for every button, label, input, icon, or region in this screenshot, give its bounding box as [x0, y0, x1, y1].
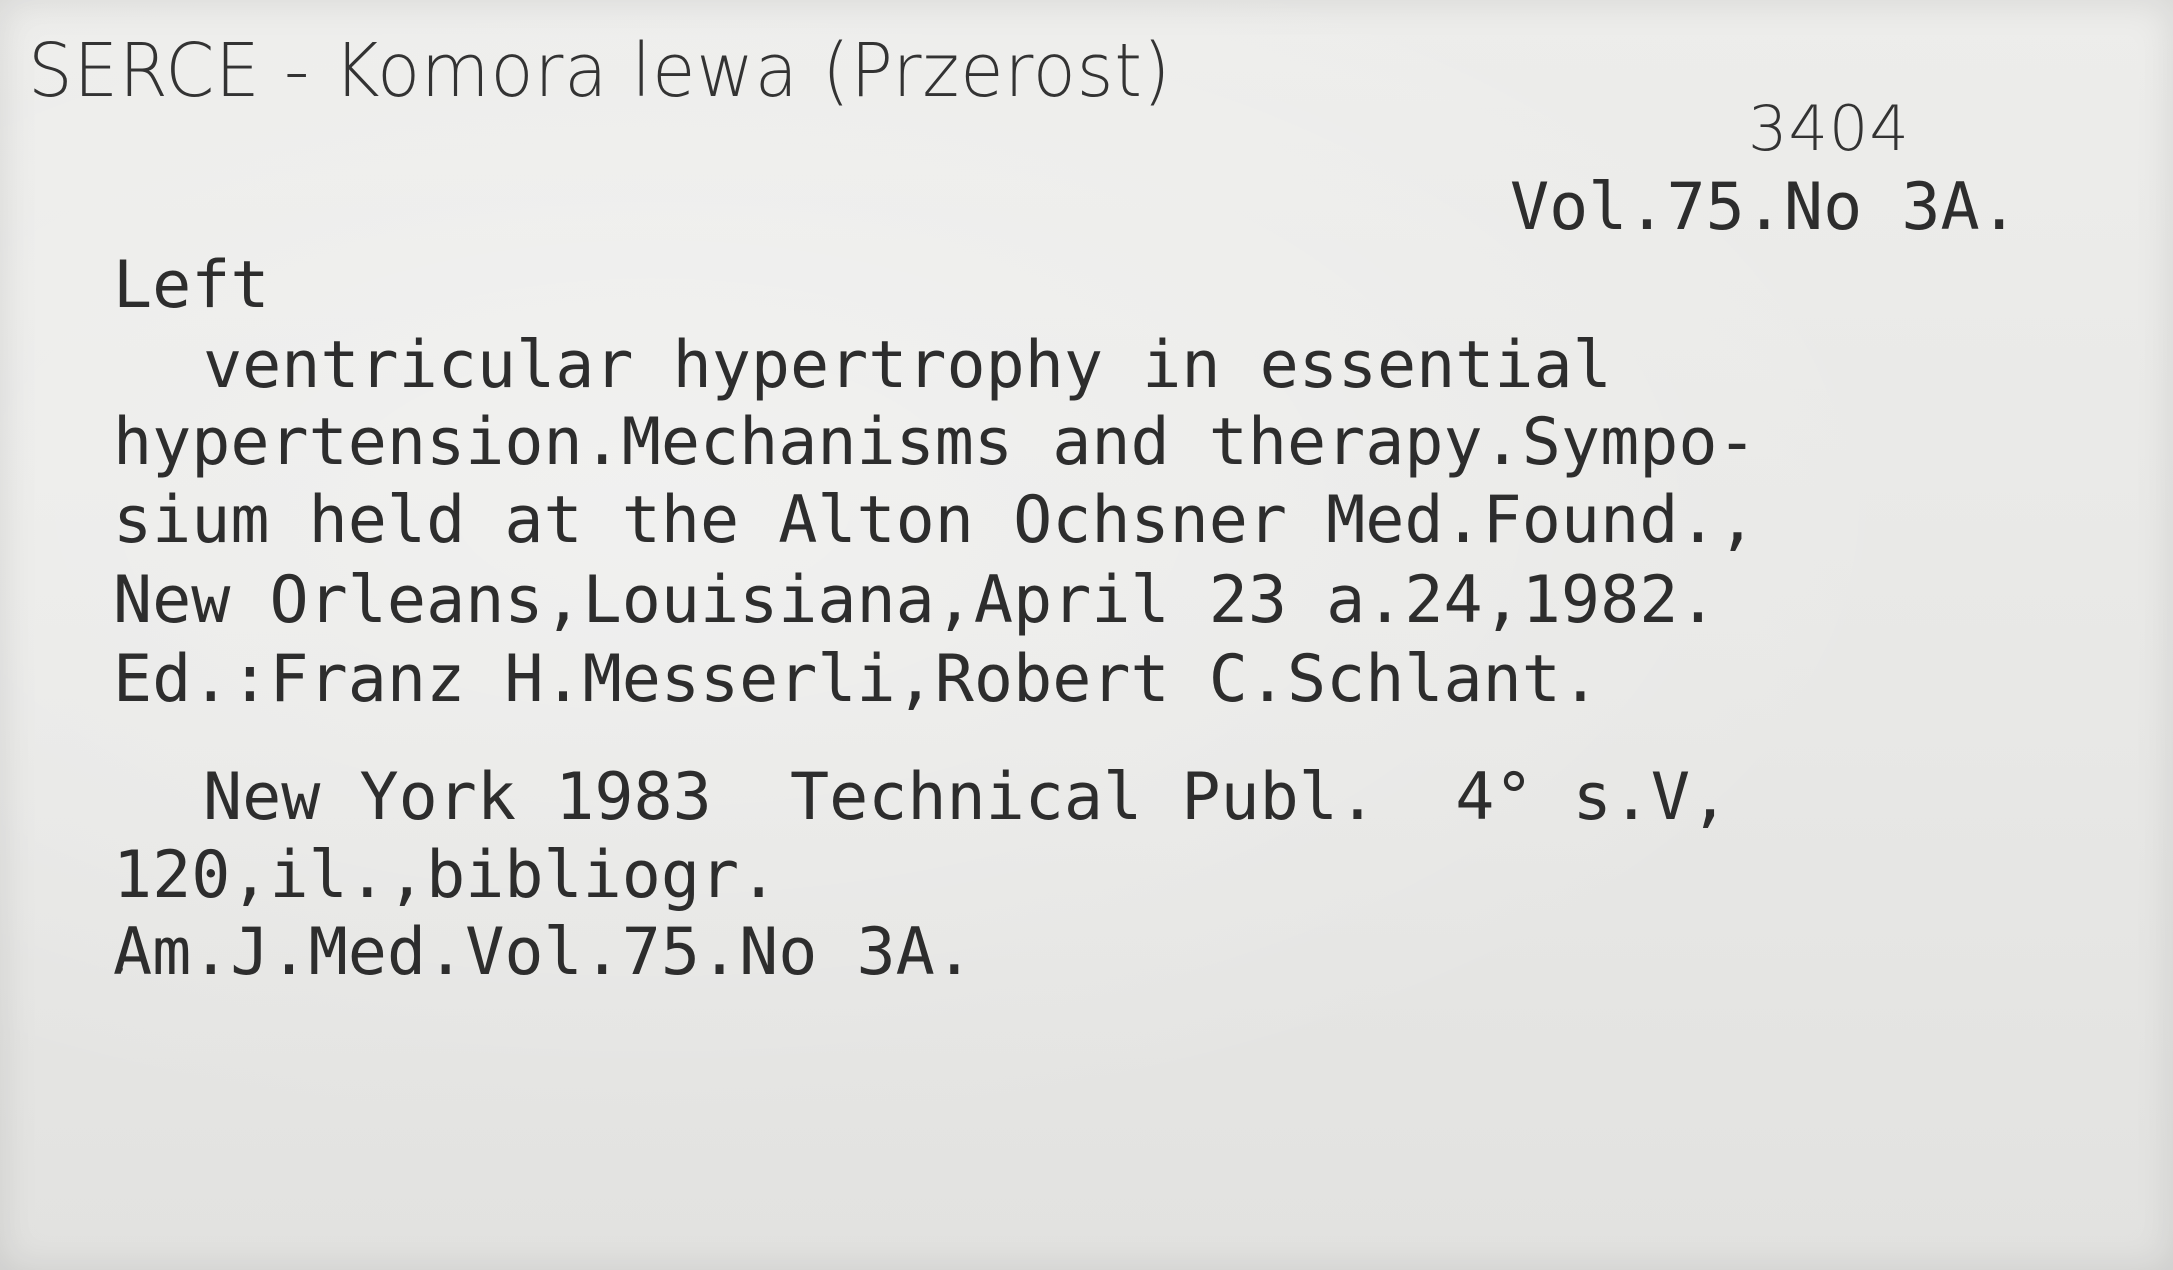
imprint-line: New York 1983 Technical Publ. 4° s.V, — [203, 760, 1730, 835]
title-line: sium held at the Alton Ochsner Med.Found., — [113, 483, 1757, 558]
title-line: hypertension.Mechanisms and therapy.Sympo- — [113, 405, 1757, 480]
subject-heading: SERCE - Komora lewa (Przerost) — [28, 28, 1172, 114]
editors-line: Ed.:Franz H.Messerli,Robert C.Schlant. — [113, 642, 1601, 717]
collation-line: 120,il.,bibliogr. — [113, 838, 779, 913]
source-note: Am.J.Med.Vol.75.No 3A. — [113, 915, 974, 990]
title-line: Left — [113, 248, 270, 323]
title-line: New Orleans,Louisiana,April 23 a.24,1982. — [113, 563, 1718, 638]
volume-reference: Vol.75.No 3A. — [1510, 170, 2019, 245]
catalog-number: 3404 — [1748, 92, 1910, 165]
title-line: ventricular hypertrophy in essential — [203, 328, 1612, 403]
